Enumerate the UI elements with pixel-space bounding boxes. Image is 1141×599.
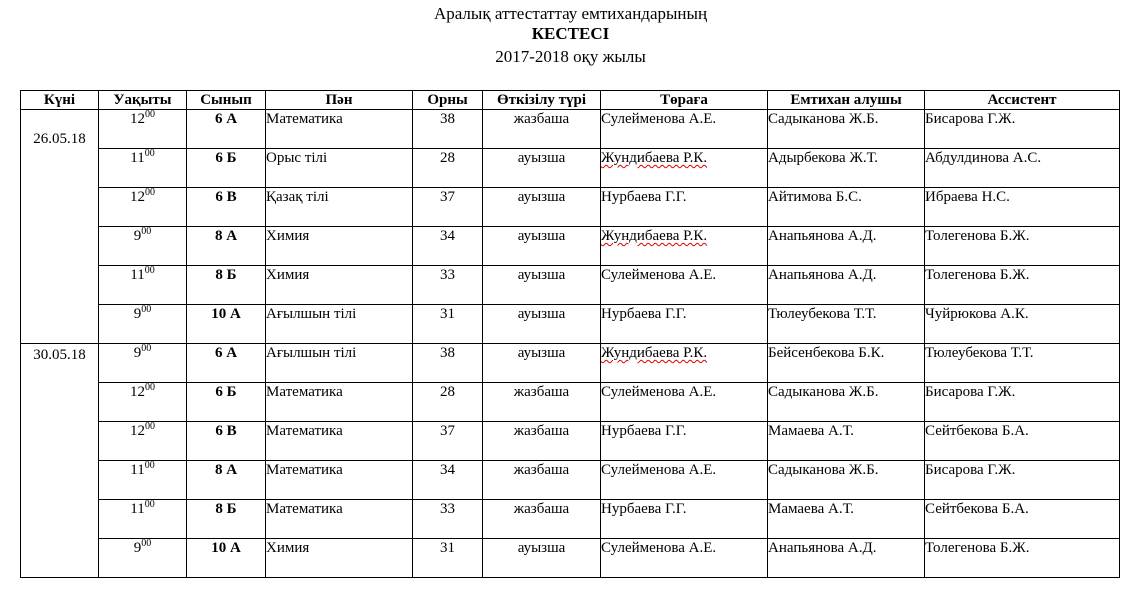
table-row [21,500,1120,539]
chair-cell [601,149,768,188]
time-cell [99,422,187,461]
time-cell [99,149,187,188]
room-cell: 33 [413,500,483,539]
subject-cell: Математика [266,383,413,422]
time-cell [99,344,187,383]
exam-time [130,423,155,439]
assistant-cell: Абдулдинова А.С. [925,149,1120,188]
room-cell: 37 [413,188,483,227]
exam-time [130,150,154,166]
assistant-cell: Чуйрюкова А.К. [925,305,1120,344]
time-minutes: 00 [145,187,155,198]
column-header-time: Уақыты [99,91,187,110]
column-header-examiner: Емтихан алушы [768,91,925,110]
chair-cell [601,266,768,305]
column-header-assistant: Ассистент [925,91,1120,110]
chair-name: Сулейменова А.Е. [601,462,717,478]
room-cell: 31 [413,539,483,578]
exam-time [130,189,155,205]
subject-cell: Ағылшын тілі [266,305,413,344]
time-cell [99,500,187,539]
form-cell: ауызша [483,266,601,305]
class-cell: 8 А [187,227,266,266]
form-cell: жазбаша [483,383,601,422]
time-hour: 11 [130,150,145,166]
subject-cell: Ағылшын тілі [266,344,413,383]
examiner-cell: Анапьянова А.Д. [768,266,925,305]
form-cell: ауызша [483,149,601,188]
time-minutes: 00 [141,538,152,549]
time-minutes: 00 [141,226,152,237]
class-cell: 6 Б [187,383,266,422]
column-header-class: Сынып [187,91,266,110]
time-hour: 9 [133,345,142,361]
chair-cell [601,344,768,383]
subject-cell: Математика [266,500,413,539]
form-cell: ауызша [483,344,601,383]
form-cell: ауызша [483,188,601,227]
chair-name: Нурбаева Г.Г. [601,189,687,205]
table-row [21,344,1120,383]
assistant-cell: Сейтбекова Б.А. [925,422,1120,461]
chair-name: Нурбаева Г.Г. [601,423,687,439]
examiner-cell: Мамаева А.Т. [768,500,925,539]
subject-cell: Математика [266,110,413,149]
chair-name: Сулейменова А.Е. [601,384,717,400]
table-header-row [21,91,1120,110]
exam-time [130,462,154,478]
column-header-date: Күні [21,91,99,110]
class-cell: 6 Б [187,149,266,188]
subject-cell: Қазақ тілі [266,188,413,227]
assistant-cell: Сейтбекова Б.А. [925,500,1120,539]
subject-cell: Орыс тілі [266,149,413,188]
form-cell: жазбаша [483,422,601,461]
subject-cell: Химия [266,266,413,305]
time-hour: 9 [133,540,142,556]
exam-time [130,501,154,517]
time-hour: 12 [130,189,145,205]
time-minutes: 00 [141,304,152,315]
time-cell [99,227,187,266]
subject-cell: Математика [266,461,413,500]
table-row [21,188,1120,227]
table-row [21,383,1120,422]
academic-year: 2017-2018 оқу жылы [495,47,646,66]
table-body [21,110,1120,578]
table-row [21,539,1120,578]
form-cell: ауызша [483,305,601,344]
time-minutes: 00 [144,460,155,471]
chair-cell [601,461,768,500]
table-row [21,422,1120,461]
form-cell: ауызша [483,227,601,266]
time-minutes: 00 [145,382,155,393]
room-cell: 38 [413,110,483,149]
chair-cell [601,305,768,344]
examiner-cell: Айтимова Б.С. [768,188,925,227]
exam-time [134,345,152,361]
column-header-subject: Пән [266,91,413,110]
time-minutes: 00 [144,148,155,159]
form-cell: ауызша [483,539,601,578]
time-hour: 9 [133,306,142,322]
examiner-cell: Садыканова Ж.Б. [768,461,925,500]
form-cell: жазбаша [483,110,601,149]
exam-time [130,384,155,400]
time-cell [99,461,187,500]
room-cell: 34 [413,461,483,500]
time-hour: 12 [130,384,145,400]
assistant-cell: Тюлеубекова Т.Т. [925,344,1120,383]
time-minutes: 00 [144,265,155,276]
class-cell: 6 А [187,344,266,383]
chair-name: Нурбаева Г.Г. [601,306,687,322]
time-cell [99,383,187,422]
chair-name: Сулейменова А.Е. [601,267,717,283]
exam-time [134,228,152,244]
room-cell: 38 [413,344,483,383]
class-cell: 6 В [187,188,266,227]
form-cell: жазбаша [483,500,601,539]
time-minutes: 00 [141,343,152,354]
examiner-cell: Мамаева А.Т. [768,422,925,461]
column-header-room: Орны [413,91,483,110]
chair-name: Жундибаева Р.К. [601,228,708,244]
assistant-cell: Толегенова Б.Ж. [925,227,1120,266]
chair-name: Сулейменова А.Е. [601,540,717,556]
time-cell [99,110,187,149]
examiner-cell: Тюлеубекова Т.Т. [768,305,925,344]
class-cell: 8 Б [187,500,266,539]
exam-date: 26.05.18 [33,131,86,147]
examiner-cell: Садыканова Ж.Б. [768,110,925,149]
chair-name: Нурбаева Г.Г. [601,501,687,517]
chair-cell [601,539,768,578]
room-cell: 31 [413,305,483,344]
room-cell: 28 [413,383,483,422]
room-cell: 28 [413,149,483,188]
examiner-cell: Анапьянова А.Д. [768,539,925,578]
chair-cell [601,110,768,149]
time-cell [99,266,187,305]
time-minutes: 00 [144,499,155,510]
room-cell: 34 [413,227,483,266]
exam-schedule-table [20,90,1120,578]
document-title: Аралық аттестаттау емтихандарының [433,4,708,23]
time-hour: 11 [130,462,145,478]
date-cell [21,344,99,578]
assistant-cell: Ибраева Н.С. [925,188,1120,227]
time-hour: 11 [130,267,145,283]
table-row [21,149,1120,188]
class-cell: 10 А [187,305,266,344]
assistant-cell: Толегенова Б.Ж. [925,266,1120,305]
time-cell [99,539,187,578]
form-cell: жазбаша [483,461,601,500]
class-cell: 6 В [187,422,266,461]
chair-cell [601,500,768,539]
table-row [21,266,1120,305]
exam-time [134,306,152,322]
examiner-cell: Бейсенбекова Б.К. [768,344,925,383]
subject-cell: Математика [266,422,413,461]
time-minutes: 00 [145,109,155,120]
table-row [21,110,1120,149]
table-row [21,305,1120,344]
time-cell [99,188,187,227]
assistant-cell: Толегенова Б.Ж. [925,539,1120,578]
column-header-form: Өткізілу түрі [483,91,601,110]
assistant-cell: Бисарова Г.Ж. [925,461,1120,500]
time-hour: 12 [130,111,145,127]
time-hour: 11 [130,501,145,517]
chair-cell [601,422,768,461]
exam-time [130,267,154,283]
time-cell [99,305,187,344]
chair-name: Жундибаева Р.К. [601,345,708,361]
room-cell: 37 [413,422,483,461]
table-row [21,461,1120,500]
subject-cell: Химия [266,227,413,266]
class-cell: 8 А [187,461,266,500]
class-cell: 8 Б [187,266,266,305]
time-hour: 12 [130,423,145,439]
chair-name: Жундибаева Р.К. [601,150,708,166]
assistant-cell: Бисарова Г.Ж. [925,110,1120,149]
class-cell: 10 А [187,539,266,578]
subject-cell: Химия [266,539,413,578]
assistant-cell: Бисарова Г.Ж. [925,383,1120,422]
document-subtitle: КЕСТЕСІ [531,24,610,43]
room-cell: 33 [413,266,483,305]
class-cell: 6 А [187,110,266,149]
chair-cell [601,188,768,227]
date-cell [21,110,99,344]
exam-date: 30.05.18 [33,347,86,363]
exam-time [130,111,155,127]
column-header-chair: Төраға [601,91,768,110]
table-row [21,227,1120,266]
examiner-cell: Садыканова Ж.Б. [768,383,925,422]
chair-cell [601,227,768,266]
time-minutes: 00 [145,421,155,432]
chair-cell [601,383,768,422]
chair-name: Сулейменова А.Е. [601,111,717,127]
examiner-cell: Адырбекова Ж.Т. [768,149,925,188]
time-hour: 9 [133,228,142,244]
exam-time [134,540,152,556]
examiner-cell: Анапьянова А.Д. [768,227,925,266]
